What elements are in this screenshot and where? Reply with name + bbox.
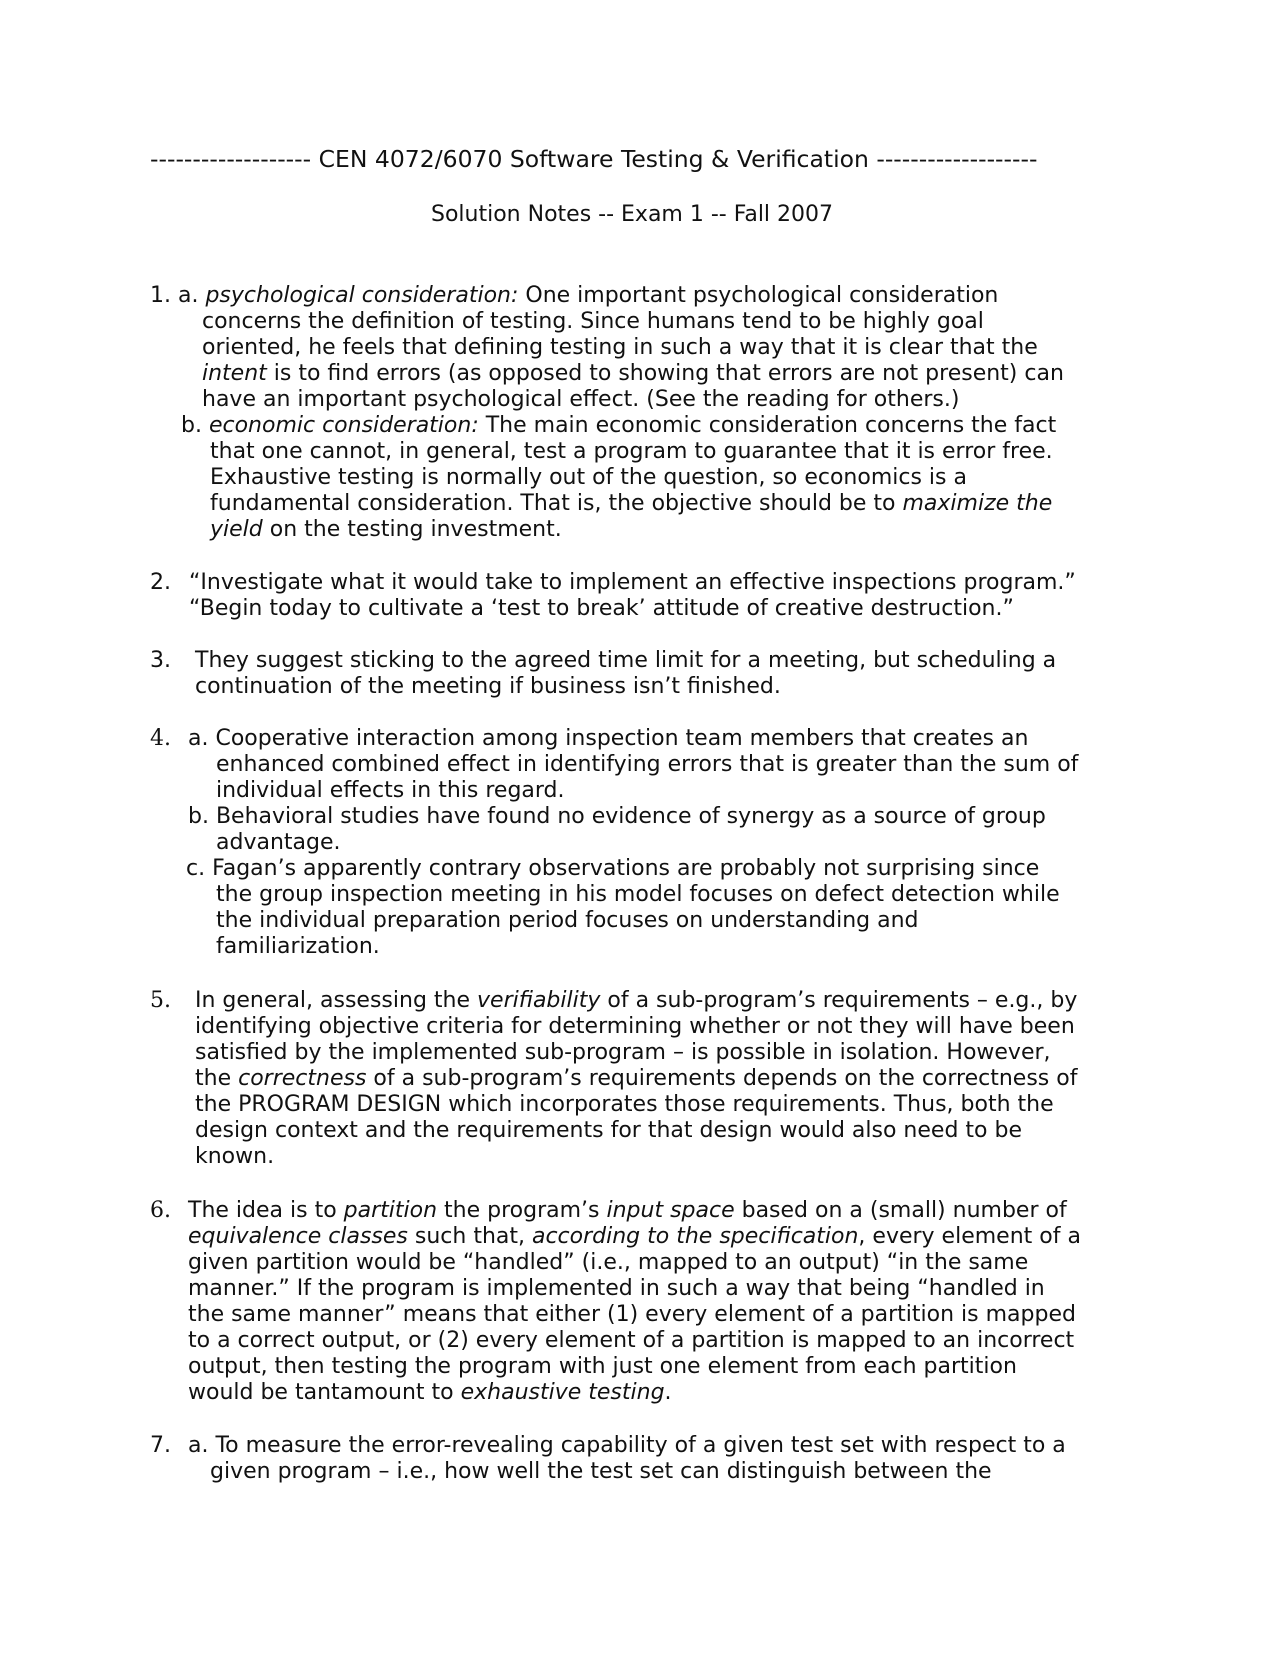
answer-1b-line: fundamental consideration. That is, the objective should be to maximize the [210, 491, 1053, 516]
answer-number: 6. [150, 1198, 171, 1223]
answer-7a-line: a. To measure the error-revealing capability of a given test set with respect to a [188, 1433, 1066, 1458]
answer-5-line: design context and the requirements for that design would also need to be [195, 1118, 1022, 1143]
answer-number: 7. [150, 1433, 171, 1458]
answer-4b-line: advantage. [216, 830, 341, 855]
answer-1b-line: yield on the testing investment. [210, 517, 562, 542]
answer-2-line: “Begin today to cultivate a ‘test to break’ attitude of creative destruction.” [189, 596, 1014, 621]
answer-1b-line: b. economic consideration: The main economic consideration concerns the fact [181, 413, 1057, 438]
answer-1a-line: concerns the definition of testing. Since humans tend to be highly goal [202, 309, 984, 334]
answer-3-line: continuation of the meeting if business isn’t finished. [195, 674, 781, 699]
answer-1a-line: intent is to find errors (as opposed to showing that errors are not present) can [202, 361, 1064, 386]
answer-1a-line: oriented, he feels that defining testing in such a way that it is clear that the [202, 335, 1038, 360]
answer-6-line: given partition would be “handled” (i.e., mapped to an output) “in the same [188, 1250, 1029, 1275]
answer-4a-line: enhanced combined effect in identifying errors that is greater than the sum of [216, 752, 1079, 777]
answer-1a-line: 1. a. psychological consideration: One important psychological consideration [150, 283, 999, 308]
answer-1b-line: Exhaustive testing is normally out of the question, so economics is a [210, 465, 967, 490]
document-title: ------------------- CEN 4072/6070 Software Testing & Verification ------------------- [150, 145, 1038, 173]
answer-6-line: to a correct output, or (2) every element of a partition is mapped to an incorrect [188, 1328, 1075, 1353]
answer-4c-line: c. Fagan’s apparently contrary observations are probably not surprising since [186, 856, 1040, 881]
answer-5-line: the correctness of a sub-program’s requirements depends on the correctness of [195, 1066, 1078, 1091]
answer-1a-line: have an important psychological effect. (See the reading for others.) [202, 387, 960, 412]
answer-5-line: known. [195, 1144, 275, 1169]
answer-6-line: output, then testing the program with just one element from each partition [188, 1354, 1017, 1379]
answer-number: 5. [150, 988, 171, 1013]
answer-4a-line: individual effects in this regard. [216, 778, 565, 803]
answer-5-line: identifying objective criteria for determining whether or not they will have been [195, 1014, 1075, 1039]
answer-6-line: equivalence classes such that, according to the specification, every element of a [188, 1224, 1081, 1249]
answer-6-line: the same manner” means that either (1) every element of a partition is mapped [188, 1302, 1076, 1327]
answer-2-line: “Investigate what it would take to implement an effective inspections program.” [189, 570, 1076, 595]
answer-6-line: The idea is to partition the program’s input space based on a (small) number of [188, 1198, 1067, 1223]
answer-4c-line: familiarization. [216, 934, 380, 959]
answer-4a-line: a. Cooperative interaction among inspection team members that creates an [188, 726, 1029, 751]
answer-4c-line: the individual preparation period focuses on understanding and [216, 908, 919, 933]
answer-5-line: In general, assessing the verifiability of a sub-program’s requirements – e.g., by [195, 988, 1078, 1013]
document-subtitle: Solution Notes -- Exam 1 -- Fall 2007 [431, 202, 834, 227]
answer-3-line: They suggest sticking to the agreed time limit for a meeting, but scheduling a [195, 648, 1057, 673]
answer-7a-line: given program – i.e., how well the test set can distinguish between the [210, 1459, 992, 1484]
answer-number: 4. [150, 726, 171, 751]
answer-5-line: satisfied by the implemented sub-program – is possible in isolation. However, [195, 1040, 1051, 1065]
answer-4b-line: b. Behavioral studies have found no evidence of synergy as a source of group [188, 804, 1046, 829]
answer-number: 2. [150, 570, 171, 595]
answer-number: 3. [150, 648, 171, 673]
answer-6-line: manner.” If the program is implemented in such a way that being “handled in [188, 1276, 1045, 1301]
answer-5-line: the PROGRAM DESIGN which incorporates those requirements. Thus, both the [195, 1092, 1054, 1117]
answer-6-line: would be tantamount to exhaustive testing. [188, 1380, 672, 1405]
answer-1b-line: that one cannot, in general, test a program to guarantee that it is error free. [210, 439, 1053, 464]
answer-4c-line: the group inspection meeting in his model focuses on defect detection while [216, 882, 1060, 907]
